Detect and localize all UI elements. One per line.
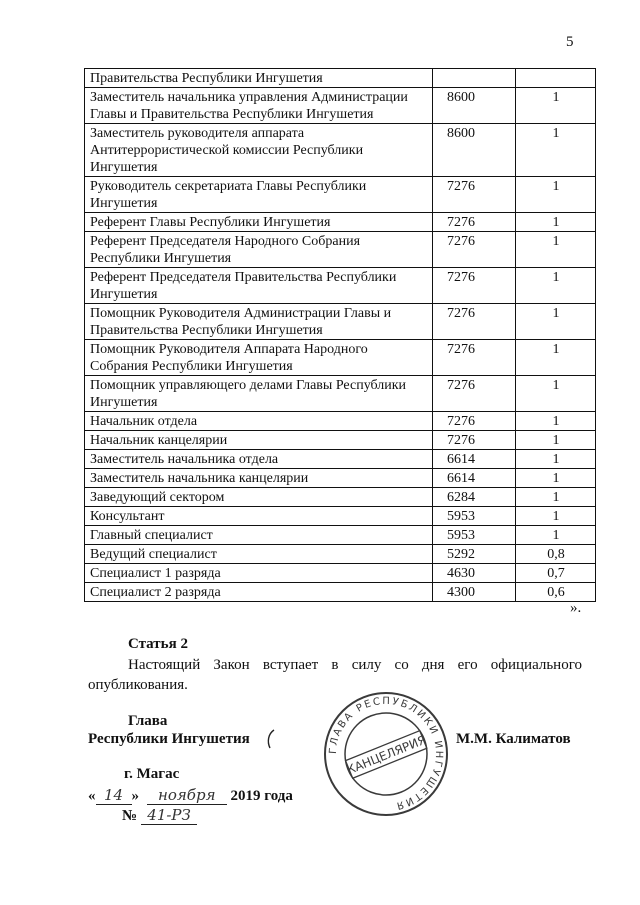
coefficient-cell: 1 [516, 526, 596, 545]
salary-cell: 4300 [433, 583, 516, 602]
salary-cell: 7276 [433, 412, 516, 431]
salary-cell: 4630 [433, 564, 516, 583]
salary-table [84, 68, 596, 602]
table-row [85, 583, 596, 602]
place-of-signing: г. Магас [124, 766, 180, 782]
coefficient-cell: 1 [516, 304, 596, 340]
salary-cell: 7276 [433, 177, 516, 213]
salary-cell: 6614 [433, 450, 516, 469]
coefficient-cell: 0,6 [516, 583, 596, 602]
date-day: 14 [96, 786, 132, 805]
table-row [85, 412, 596, 431]
table-row [85, 431, 596, 450]
position-cell: Референт Председателя Народного Собрания Республики Ингушетия [85, 232, 433, 268]
coefficient-cell: 1 [516, 124, 596, 177]
table-row [85, 376, 596, 412]
coefficient-cell [516, 69, 596, 88]
article-title: Статья 2 [128, 636, 188, 652]
position-cell: Руководитель секретариата Главы Республики Ингушетия [85, 177, 433, 213]
position-cell: Начальник отдела [85, 412, 433, 431]
position-cell: Начальник канцелярии [85, 431, 433, 450]
date-open-quote: « [88, 788, 96, 804]
position-cell: Специалист 1 разряда [85, 564, 433, 583]
salary-cell: 7276 [433, 376, 516, 412]
position-cell: Заместитель начальника канцелярии [85, 469, 433, 488]
coefficient-cell: 1 [516, 507, 596, 526]
salary-cell: 7276 [433, 213, 516, 232]
position-cell: Референт Главы Республики Ингушетия [85, 213, 433, 232]
salary-cell: 8600 [433, 124, 516, 177]
salary-cell: 6614 [433, 469, 516, 488]
coefficient-cell: 1 [516, 232, 596, 268]
coefficient-cell: 1 [516, 268, 596, 304]
table-row [85, 213, 596, 232]
table-row [85, 304, 596, 340]
table-row [85, 564, 596, 583]
date-year: 2019 года [230, 788, 293, 804]
table-row [85, 69, 596, 88]
salary-cell: 5953 [433, 526, 516, 545]
salary-cell: 7276 [433, 431, 516, 450]
coefficient-cell: 1 [516, 431, 596, 450]
law-number-value: 41-РЗ [141, 806, 197, 825]
signatory-title-line1: Глава [128, 713, 168, 729]
date-close-quote: » [131, 788, 139, 804]
position-cell: Референт Председателя Правительства Республики Ингушетия [85, 268, 433, 304]
seal-center-text: КАНЦЕЛЯРИЯ [344, 732, 429, 778]
law-number-label: № [122, 808, 138, 824]
table-row [85, 488, 596, 507]
table-row [85, 507, 596, 526]
table-row [85, 232, 596, 268]
seal-outer-text: ГЛАВА РЕСПУБЛИКИ ИНГУШЕТИЯ [327, 695, 445, 812]
coefficient-cell: 0,8 [516, 545, 596, 564]
table-row [85, 177, 596, 213]
salary-cell [433, 69, 516, 88]
coefficient-cell: 1 [516, 412, 596, 431]
salary-cell: 7276 [433, 340, 516, 376]
coefficient-cell: 1 [516, 213, 596, 232]
page-number: 5 [566, 34, 574, 50]
salary-cell: 8600 [433, 88, 516, 124]
official-seal-icon [322, 690, 450, 818]
position-cell: Помощник Руководителя Аппарата Народного Собрания Республики Ингушетия [85, 340, 433, 376]
position-cell: Помощник управляющего делами Главы Республики Ингушетия [85, 376, 433, 412]
coefficient-cell: 1 [516, 177, 596, 213]
salary-cell: 7276 [433, 232, 516, 268]
coefficient-cell: 1 [516, 469, 596, 488]
signatory-title-line2: Республики Ингушетия [88, 731, 250, 747]
coefficient-cell: 1 [516, 376, 596, 412]
coefficient-cell: 1 [516, 88, 596, 124]
signatory-name: М.М. Калиматов [456, 731, 571, 747]
position-cell: Помощник Руководителя Администрации Главы и Правительства Республики Ингушетия [85, 304, 433, 340]
position-cell: Заместитель руководителя аппарата Антитеррористической комиссии Республики Ингушетия [85, 124, 433, 177]
coefficient-cell: 1 [516, 488, 596, 507]
salary-table-body [85, 69, 596, 602]
position-cell: Специалист 2 разряда [85, 583, 433, 602]
position-cell: Заместитель начальника отдела [85, 450, 433, 469]
table-row [85, 88, 596, 124]
table-row [85, 340, 596, 376]
coefficient-cell: 0,7 [516, 564, 596, 583]
table-row [85, 450, 596, 469]
coefficient-cell: 1 [516, 450, 596, 469]
position-cell: Заведующий сектором [85, 488, 433, 507]
signing-date [88, 786, 293, 805]
salary-cell: 5953 [433, 507, 516, 526]
position-cell: Консультант [85, 507, 433, 526]
salary-cell: 7276 [433, 304, 516, 340]
salary-cell: 5292 [433, 545, 516, 564]
table-row [85, 526, 596, 545]
date-month: ноября [147, 786, 227, 805]
position-cell: Главный специалист [85, 526, 433, 545]
closing-quote: ». [570, 600, 582, 616]
table-row [85, 124, 596, 177]
position-cell: Заместитель начальника управления Администрации Главы и Правительства Республики Ингушетия [85, 88, 433, 124]
law-number [122, 806, 197, 825]
table-row [85, 469, 596, 488]
salary-cell: 6284 [433, 488, 516, 507]
article-text: Настоящий Закон вступает в силу со дня его официального опубликования. [88, 657, 582, 693]
table-row [85, 268, 596, 304]
position-cell: Правительства Республики Ингушетия [85, 69, 433, 88]
table-row [85, 545, 596, 564]
salary-cell: 7276 [433, 268, 516, 304]
coefficient-cell: 1 [516, 340, 596, 376]
position-cell: Ведущий специалист [85, 545, 433, 564]
handwritten-signature-icon [264, 728, 278, 750]
